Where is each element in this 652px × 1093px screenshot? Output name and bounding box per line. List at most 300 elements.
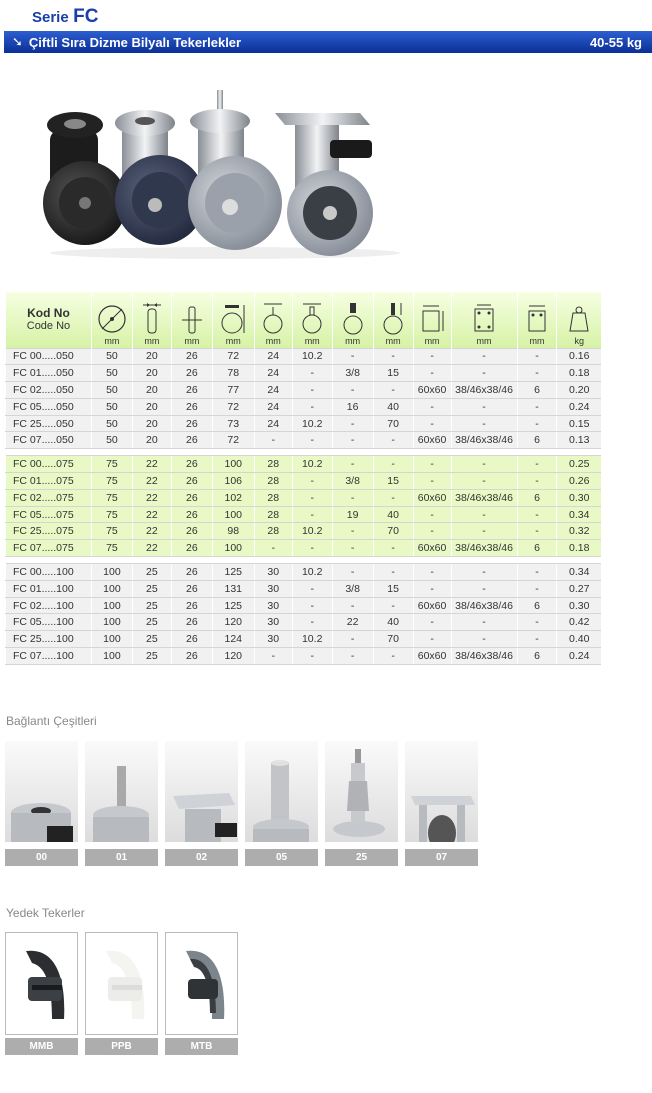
- value-cell: 24: [254, 348, 292, 365]
- spare-wheel-ppb: PPB: [85, 932, 158, 1055]
- value-cell: -: [292, 648, 332, 665]
- value-cell: 75: [91, 456, 132, 473]
- value-cell: -: [254, 432, 292, 449]
- value-cell: 120: [212, 648, 254, 665]
- value-cell: -: [451, 564, 517, 581]
- code-cell: FC 01.....050: [6, 365, 92, 382]
- value-cell: -: [332, 348, 373, 365]
- value-cell: -: [451, 456, 517, 473]
- value-cell: 15: [373, 580, 413, 597]
- value-cell: 3/8: [332, 473, 373, 490]
- value-cell: 0.32: [557, 523, 601, 540]
- value-cell: -: [373, 564, 413, 581]
- header-hole-spacing: mm: [451, 292, 517, 348]
- value-cell: 6: [517, 382, 557, 399]
- value-cell: -: [373, 489, 413, 506]
- thread-icon: [339, 301, 367, 335]
- value-cell: 26: [171, 489, 212, 506]
- value-cell: 30: [254, 564, 292, 581]
- value-cell: 6: [517, 648, 557, 665]
- value-cell: 38/46x38/46: [451, 540, 517, 557]
- value-cell: -: [332, 489, 373, 506]
- value-cell: 38/46x38/46: [451, 432, 517, 449]
- value-cell: -: [332, 564, 373, 581]
- value-cell: -: [517, 506, 557, 523]
- value-cell: 10.2: [292, 415, 332, 432]
- value-cell: 24: [254, 365, 292, 382]
- value-cell: -: [373, 648, 413, 665]
- value-cell: 0.34: [557, 506, 601, 523]
- value-cell: 10.2: [292, 564, 332, 581]
- code-cell: FC 00.....100: [6, 564, 92, 581]
- value-cell: -: [413, 365, 451, 382]
- serie-heading: [32, 6, 98, 28]
- table-row: [6, 564, 602, 581]
- header-plate-size: mm: [413, 292, 451, 348]
- value-cell: 0.24: [557, 398, 601, 415]
- wheel-width-icon: [139, 301, 165, 335]
- code-cell: FC 07.....100: [6, 648, 92, 665]
- value-cell: 22: [132, 489, 171, 506]
- value-cell: 50: [91, 398, 132, 415]
- value-cell: 16: [332, 398, 373, 415]
- value-cell: -: [517, 365, 557, 382]
- value-cell: 25: [132, 597, 171, 614]
- value-cell: 28: [254, 523, 292, 540]
- connection-01-image: [85, 741, 158, 842]
- hole-icon: [298, 301, 326, 335]
- table-row: [6, 597, 602, 614]
- value-cell: 40: [373, 398, 413, 415]
- value-cell: 100: [212, 456, 254, 473]
- table-row: [6, 506, 602, 523]
- value-cell: -: [413, 506, 451, 523]
- connection-07-image: [405, 741, 478, 842]
- value-cell: -: [451, 506, 517, 523]
- value-cell: 26: [171, 580, 212, 597]
- value-cell: -: [517, 348, 557, 365]
- table-row: [6, 348, 602, 365]
- value-cell: -: [517, 398, 557, 415]
- header-weight: kg: [557, 292, 601, 348]
- value-cell: 22: [132, 523, 171, 540]
- table-row: [6, 415, 602, 432]
- code-cell: FC 02.....075: [6, 489, 92, 506]
- connection-05-image: [245, 741, 318, 842]
- value-cell: -: [451, 580, 517, 597]
- value-cell: 26: [171, 564, 212, 581]
- table-row: [6, 365, 602, 382]
- code-cell: FC 01.....100: [6, 580, 92, 597]
- value-cell: 100: [91, 648, 132, 665]
- value-cell: 3/8: [332, 580, 373, 597]
- value-cell: -: [292, 540, 332, 557]
- value-cell: -: [517, 473, 557, 490]
- value-cell: 106: [212, 473, 254, 490]
- table-row: [6, 648, 602, 665]
- value-cell: 26: [171, 348, 212, 365]
- plate-size-icon: [417, 301, 447, 335]
- value-cell: 24: [254, 382, 292, 399]
- connection-type-00: 00: [5, 741, 78, 866]
- value-cell: 125: [212, 564, 254, 581]
- spare-mmb-image: [6, 933, 77, 1034]
- value-cell: -: [413, 398, 451, 415]
- value-cell: -: [292, 614, 332, 631]
- value-cell: 73: [212, 415, 254, 432]
- value-cell: 26: [171, 523, 212, 540]
- value-cell: 75: [91, 540, 132, 557]
- connection-type-25: 25: [325, 741, 398, 866]
- value-cell: 26: [171, 473, 212, 490]
- value-cell: 72: [212, 348, 254, 365]
- value-cell: 100: [91, 631, 132, 648]
- value-cell: 100: [91, 580, 132, 597]
- value-cell: 38/46x38/46: [451, 489, 517, 506]
- spare-wheels: [5, 932, 238, 1055]
- value-cell: -: [413, 580, 451, 597]
- value-cell: 22: [132, 473, 171, 490]
- value-cell: 60x60: [413, 540, 451, 557]
- value-cell: 6: [517, 597, 557, 614]
- value-cell: -: [332, 382, 373, 399]
- value-cell: 28: [254, 456, 292, 473]
- weight-icon: [566, 301, 592, 335]
- header-bolt-hole: mm: [517, 292, 557, 348]
- value-cell: 25: [132, 580, 171, 597]
- value-cell: 25: [132, 614, 171, 631]
- group-gap: [6, 557, 602, 564]
- value-cell: -: [517, 523, 557, 540]
- value-cell: 25: [132, 631, 171, 648]
- value-cell: 20: [132, 432, 171, 449]
- value-cell: 77: [212, 382, 254, 399]
- header-hole: mm: [292, 292, 332, 348]
- header-wheel-width: mm: [132, 292, 171, 348]
- casters-photo: [30, 85, 420, 260]
- spare-ppb-image: [86, 933, 157, 1034]
- table-header-row: [6, 292, 602, 348]
- table-row: [6, 473, 602, 490]
- value-cell: -: [332, 432, 373, 449]
- value-cell: 0.27: [557, 580, 601, 597]
- serie-code: FC: [73, 6, 99, 27]
- value-cell: -: [413, 456, 451, 473]
- value-cell: 20: [132, 382, 171, 399]
- value-cell: 10.2: [292, 348, 332, 365]
- value-cell: 15: [373, 473, 413, 490]
- connection-type-07: 07: [405, 741, 478, 866]
- value-cell: 0.13: [557, 432, 601, 449]
- value-cell: 100: [91, 597, 132, 614]
- value-cell: 28: [254, 506, 292, 523]
- value-cell: -: [451, 398, 517, 415]
- value-cell: -: [517, 564, 557, 581]
- value-cell: 0.40: [557, 631, 601, 648]
- value-cell: -: [413, 564, 451, 581]
- group-gap: [6, 449, 602, 456]
- code-cell: FC 02.....100: [6, 597, 92, 614]
- value-cell: -: [413, 631, 451, 648]
- value-cell: 0.24: [557, 648, 601, 665]
- value-cell: -: [332, 648, 373, 665]
- value-cell: 78: [212, 365, 254, 382]
- value-cell: 102: [212, 489, 254, 506]
- product-title: Çiftli Sıra Dizme Bilyalı Tekerlekler: [28, 34, 242, 50]
- value-cell: 20: [132, 348, 171, 365]
- value-cell: 10.2: [292, 631, 332, 648]
- diameter-icon: [96, 301, 128, 335]
- value-cell: 26: [171, 506, 212, 523]
- bolt-hole-icon: [523, 301, 551, 335]
- value-cell: 24: [254, 398, 292, 415]
- value-cell: -: [413, 473, 451, 490]
- code-cell: FC 00.....050: [6, 348, 92, 365]
- value-cell: -: [373, 348, 413, 365]
- code-cell: FC 05.....050: [6, 398, 92, 415]
- value-cell: -: [413, 523, 451, 540]
- value-cell: -: [254, 648, 292, 665]
- table-row: [6, 432, 602, 449]
- value-cell: -: [373, 540, 413, 557]
- header-thread: mm: [332, 292, 373, 348]
- title-bar: [4, 31, 652, 53]
- value-cell: -: [451, 348, 517, 365]
- value-cell: -: [451, 473, 517, 490]
- value-cell: 24: [254, 415, 292, 432]
- value-cell: 0.34: [557, 564, 601, 581]
- value-cell: 50: [91, 382, 132, 399]
- value-cell: 26: [171, 597, 212, 614]
- code-cell: FC 25.....050: [6, 415, 92, 432]
- table-row: [6, 614, 602, 631]
- value-cell: 50: [91, 348, 132, 365]
- value-cell: 72: [212, 432, 254, 449]
- connection-type-01: 01: [85, 741, 158, 866]
- arrow-icon: ➘: [12, 34, 23, 49]
- value-cell: 19: [332, 506, 373, 523]
- code-cell: FC 01.....075: [6, 473, 92, 490]
- value-cell: 50: [91, 432, 132, 449]
- header-height: mm: [212, 292, 254, 348]
- hole-spacing-icon: [467, 301, 501, 335]
- stem-length-icon: [379, 301, 407, 335]
- value-cell: -: [332, 540, 373, 557]
- header-diameter: mm: [91, 292, 132, 348]
- value-cell: 26: [171, 631, 212, 648]
- value-cell: 26: [171, 456, 212, 473]
- value-cell: -: [373, 382, 413, 399]
- value-cell: 100: [91, 564, 132, 581]
- code-cell: FC 05.....075: [6, 506, 92, 523]
- value-cell: -: [332, 523, 373, 540]
- value-cell: 30: [254, 614, 292, 631]
- serie-prefix: Serie: [32, 9, 69, 26]
- spares-title: Yedek Tekerler: [6, 906, 85, 920]
- value-cell: -: [413, 348, 451, 365]
- value-cell: -: [332, 597, 373, 614]
- header-hub-length: mm: [171, 292, 212, 348]
- connections-title: Bağlantı Çeşitleri: [6, 714, 97, 728]
- value-cell: 26: [171, 648, 212, 665]
- value-cell: 125: [212, 597, 254, 614]
- header-stem-length: mm: [373, 292, 413, 348]
- value-cell: 26: [171, 382, 212, 399]
- value-cell: 60x60: [413, 597, 451, 614]
- connection-25-image: [325, 741, 398, 842]
- table-row: [6, 580, 602, 597]
- value-cell: -: [292, 580, 332, 597]
- value-cell: 60x60: [413, 382, 451, 399]
- value-cell: -: [517, 614, 557, 631]
- value-cell: -: [517, 415, 557, 432]
- value-cell: 0.18: [557, 540, 601, 557]
- hub-length-icon: [179, 301, 205, 335]
- value-cell: 15: [373, 365, 413, 382]
- value-cell: -: [292, 597, 332, 614]
- value-cell: 75: [91, 489, 132, 506]
- code-cell: FC 07.....050: [6, 432, 92, 449]
- value-cell: -: [517, 456, 557, 473]
- value-cell: -: [292, 365, 332, 382]
- value-cell: -: [373, 456, 413, 473]
- value-cell: 26: [171, 415, 212, 432]
- value-cell: 100: [91, 614, 132, 631]
- value-cell: 6: [517, 489, 557, 506]
- code-cell: FC 25.....075: [6, 523, 92, 540]
- value-cell: -: [292, 473, 332, 490]
- value-cell: 25: [132, 648, 171, 665]
- value-cell: 22: [132, 506, 171, 523]
- value-cell: 40: [373, 614, 413, 631]
- value-cell: 124: [212, 631, 254, 648]
- value-cell: 0.15: [557, 415, 601, 432]
- value-cell: -: [332, 456, 373, 473]
- value-cell: 20: [132, 415, 171, 432]
- value-cell: 38/46x38/46: [451, 597, 517, 614]
- value-cell: 60x60: [413, 489, 451, 506]
- value-cell: -: [332, 631, 373, 648]
- code-cell: FC 02.....050: [6, 382, 92, 399]
- value-cell: 100: [212, 540, 254, 557]
- value-cell: 70: [373, 523, 413, 540]
- value-cell: 70: [373, 415, 413, 432]
- value-cell: -: [413, 415, 451, 432]
- value-cell: -: [373, 597, 413, 614]
- value-cell: -: [373, 432, 413, 449]
- spare-wheel-mtb: MTB: [165, 932, 238, 1055]
- height-icon: [218, 301, 248, 335]
- value-cell: 10.2: [292, 456, 332, 473]
- value-cell: -: [292, 506, 332, 523]
- value-cell: 28: [254, 489, 292, 506]
- value-cell: 26: [171, 432, 212, 449]
- value-cell: 10.2: [292, 523, 332, 540]
- value-cell: -: [451, 415, 517, 432]
- connection-00-image: [5, 741, 78, 842]
- value-cell: 38/46x38/46: [451, 648, 517, 665]
- table-row: [6, 523, 602, 540]
- table-row: [6, 398, 602, 415]
- value-cell: 40: [373, 506, 413, 523]
- value-cell: -: [254, 540, 292, 557]
- header-offset: mm: [254, 292, 292, 348]
- value-cell: 22: [132, 540, 171, 557]
- value-cell: 50: [91, 365, 132, 382]
- value-cell: 6: [517, 432, 557, 449]
- value-cell: -: [451, 631, 517, 648]
- connection-type-02: 02: [165, 741, 238, 866]
- code-cell: FC 00.....075: [6, 456, 92, 473]
- value-cell: 75: [91, 473, 132, 490]
- value-cell: 30: [254, 580, 292, 597]
- value-cell: 20: [132, 365, 171, 382]
- value-cell: -: [332, 415, 373, 432]
- connection-types: [5, 741, 478, 866]
- value-cell: 22: [132, 456, 171, 473]
- value-cell: 131: [212, 580, 254, 597]
- value-cell: 26: [171, 614, 212, 631]
- value-cell: -: [292, 398, 332, 415]
- value-cell: -: [413, 614, 451, 631]
- value-cell: -: [292, 382, 332, 399]
- value-cell: 20: [132, 398, 171, 415]
- spec-table: [5, 292, 601, 665]
- value-cell: 60x60: [413, 432, 451, 449]
- value-cell: -: [292, 489, 332, 506]
- value-cell: 0.30: [557, 489, 601, 506]
- value-cell: -: [451, 365, 517, 382]
- table-row: [6, 456, 602, 473]
- value-cell: 0.18: [557, 365, 601, 382]
- value-cell: 0.16: [557, 348, 601, 365]
- value-cell: -: [451, 614, 517, 631]
- value-cell: 26: [171, 398, 212, 415]
- load-range: 40-55 kg: [589, 34, 642, 50]
- connection-type-05: 05: [245, 741, 318, 866]
- value-cell: 75: [91, 506, 132, 523]
- code-cell: FC 25.....100: [6, 631, 92, 648]
- value-cell: 50: [91, 415, 132, 432]
- value-cell: 28: [254, 473, 292, 490]
- value-cell: -: [451, 523, 517, 540]
- value-cell: 0.20: [557, 382, 601, 399]
- value-cell: 60x60: [413, 648, 451, 665]
- table-row: [6, 489, 602, 506]
- value-cell: 0.25: [557, 456, 601, 473]
- table-row: [6, 540, 602, 557]
- value-cell: 0.30: [557, 597, 601, 614]
- value-cell: 6: [517, 540, 557, 557]
- offset-icon: [259, 301, 287, 335]
- spare-wheel-mmb: MMB: [5, 932, 78, 1055]
- value-cell: 0.42: [557, 614, 601, 631]
- value-cell: -: [517, 631, 557, 648]
- value-cell: 30: [254, 631, 292, 648]
- value-cell: 3/8: [332, 365, 373, 382]
- value-cell: 26: [171, 540, 212, 557]
- value-cell: 0.26: [557, 473, 601, 490]
- value-cell: 30: [254, 597, 292, 614]
- value-cell: 72: [212, 398, 254, 415]
- table-row: [6, 382, 602, 399]
- value-cell: 26: [171, 365, 212, 382]
- value-cell: 70: [373, 631, 413, 648]
- spare-mtb-image: [166, 933, 237, 1034]
- code-cell: FC 05.....100: [6, 614, 92, 631]
- header-code: Kod No Code No: [6, 292, 92, 348]
- value-cell: 120: [212, 614, 254, 631]
